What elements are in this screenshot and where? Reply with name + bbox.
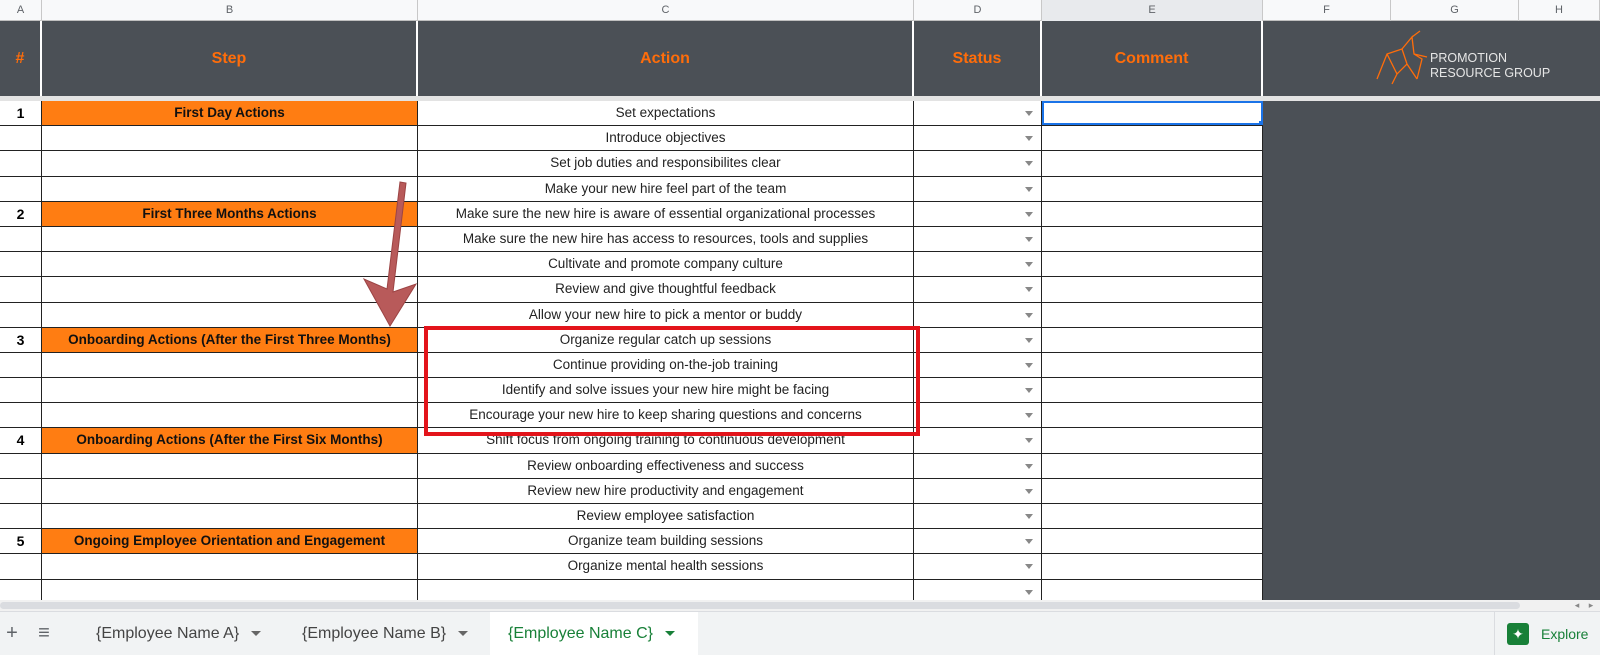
header-comment[interactable]: Comment bbox=[1042, 21, 1263, 96]
status-dropdown[interactable] bbox=[914, 177, 1042, 201]
action-cell[interactable]: Encourage your new hire to keep sharing questions and concerns bbox=[418, 403, 914, 427]
step-number-cell[interactable] bbox=[0, 252, 42, 276]
step-number-cell[interactable] bbox=[0, 177, 42, 201]
status-dropdown[interactable] bbox=[914, 554, 1042, 578]
comment-cell[interactable] bbox=[1042, 177, 1263, 201]
scroll-left-icon[interactable]: ◂ bbox=[1574, 600, 1580, 610]
step-cell[interactable]: First Three Months Actions bbox=[42, 202, 418, 226]
table-row bbox=[0, 177, 1263, 202]
comment-cell[interactable] bbox=[1042, 227, 1263, 251]
step-number-cell[interactable] bbox=[0, 504, 42, 528]
step-cell[interactable] bbox=[42, 454, 418, 478]
action-cell[interactable]: Identify and solve issues your new hire might be facing bbox=[418, 378, 914, 402]
step-number-cell[interactable] bbox=[0, 479, 42, 503]
comment-cell[interactable] bbox=[1042, 126, 1263, 150]
status-dropdown[interactable] bbox=[914, 378, 1042, 402]
dropdown-arrow-icon[interactable] bbox=[1025, 262, 1033, 267]
dropdown-arrow-icon[interactable] bbox=[1025, 136, 1033, 141]
comment-cell[interactable] bbox=[1042, 403, 1263, 427]
scroll-right-icon[interactable]: ▸ bbox=[1588, 600, 1594, 610]
step-cell[interactable] bbox=[42, 126, 418, 150]
comment-cell[interactable] bbox=[1042, 554, 1263, 578]
table-row bbox=[0, 277, 1263, 302]
column-header-c[interactable]: C bbox=[418, 0, 914, 21]
comment-cell[interactable] bbox=[1042, 529, 1263, 553]
status-dropdown[interactable] bbox=[914, 504, 1042, 528]
sheet-tab-bar bbox=[0, 611, 1600, 655]
status-dropdown[interactable] bbox=[914, 252, 1042, 276]
step-cell[interactable] bbox=[42, 353, 418, 377]
comment-cell[interactable] bbox=[1042, 378, 1263, 402]
dropdown-arrow-icon[interactable] bbox=[1025, 489, 1033, 494]
status-dropdown[interactable] bbox=[914, 151, 1042, 175]
step-number-cell[interactable] bbox=[0, 277, 42, 301]
sheet-tab-label: {Employee Name A} bbox=[96, 625, 240, 642]
step-number-cell[interactable] bbox=[0, 126, 42, 150]
step-cell[interactable] bbox=[42, 504, 418, 528]
step-number-cell[interactable]: 3 bbox=[0, 328, 42, 352]
status-dropdown[interactable] bbox=[914, 227, 1042, 251]
action-cell[interactable]: Organize team building sessions bbox=[418, 529, 914, 553]
highlight-box bbox=[424, 326, 920, 436]
column-header-a[interactable]: A bbox=[0, 0, 42, 21]
comment-cell[interactable] bbox=[1042, 202, 1263, 226]
action-cell[interactable]: Review employee satisfaction bbox=[418, 504, 914, 528]
action-cell[interactable]: Continue providing on-the-job training bbox=[418, 353, 914, 377]
action-cell[interactable]: Cultivate and promote company culture bbox=[418, 252, 914, 276]
sheet-tab-label: {Employee Name C} bbox=[508, 625, 653, 642]
table-header-band bbox=[0, 21, 1600, 96]
action-cell[interactable]: Make sure the new hire has access to resources, tools and supplies bbox=[418, 227, 914, 251]
comment-cell[interactable] bbox=[1042, 101, 1263, 125]
all-sheets-icon[interactable]: ≡ bbox=[38, 622, 50, 644]
column-header-g[interactable]: G bbox=[1391, 0, 1519, 21]
status-dropdown[interactable] bbox=[914, 277, 1042, 301]
action-cell[interactable]: Set job duties and responsibilites clear bbox=[418, 151, 914, 175]
table-row bbox=[0, 504, 1263, 529]
dropdown-arrow-icon[interactable] bbox=[1025, 363, 1033, 368]
column-header-d[interactable]: D bbox=[914, 0, 1042, 21]
dropdown-arrow-icon[interactable] bbox=[1025, 539, 1033, 544]
table-row bbox=[0, 479, 1263, 504]
status-dropdown[interactable] bbox=[914, 202, 1042, 226]
table-row bbox=[0, 252, 1263, 277]
comment-cell[interactable] bbox=[1042, 504, 1263, 528]
dropdown-arrow-icon[interactable] bbox=[1025, 111, 1033, 116]
comment-cell[interactable] bbox=[1042, 428, 1263, 452]
column-header-bar bbox=[0, 0, 1600, 21]
comment-cell[interactable] bbox=[1042, 454, 1263, 478]
status-dropdown[interactable] bbox=[914, 126, 1042, 150]
step-number-cell[interactable] bbox=[0, 554, 42, 578]
step-number-cell[interactable]: 4 bbox=[0, 428, 42, 452]
table-row bbox=[0, 126, 1263, 151]
step-number-cell[interactable] bbox=[0, 454, 42, 478]
scrollbar-thumb[interactable] bbox=[0, 602, 1520, 609]
explore-button[interactable] bbox=[1494, 612, 1600, 655]
comment-cell[interactable] bbox=[1042, 479, 1263, 503]
dropdown-arrow-icon[interactable] bbox=[1025, 464, 1033, 469]
add-sheet-icon[interactable]: + bbox=[6, 622, 18, 644]
table-row bbox=[0, 227, 1263, 252]
logo-line-1: PROMOTION bbox=[1430, 51, 1508, 65]
step-cell[interactable] bbox=[42, 479, 418, 503]
header-action[interactable]: Action bbox=[418, 21, 914, 96]
step-number-cell[interactable]: 2 bbox=[0, 202, 42, 226]
table-row bbox=[0, 101, 1263, 126]
status-dropdown[interactable] bbox=[914, 328, 1042, 352]
sheet-tab-employee-a[interactable] bbox=[78, 612, 279, 655]
comment-cell[interactable] bbox=[1042, 328, 1263, 352]
step-number-cell[interactable] bbox=[0, 303, 42, 327]
step-cell[interactable] bbox=[42, 151, 418, 175]
action-cell[interactable]: Make sure the new hire is aware of essential organizational processes bbox=[418, 202, 914, 226]
dropdown-arrow-icon[interactable] bbox=[1025, 212, 1033, 217]
status-dropdown[interactable] bbox=[914, 454, 1042, 478]
explore-label: Explore bbox=[1541, 626, 1589, 642]
status-dropdown[interactable] bbox=[914, 529, 1042, 553]
status-dropdown[interactable] bbox=[914, 353, 1042, 377]
dropdown-arrow-icon[interactable] bbox=[1025, 388, 1033, 393]
step-number-cell[interactable]: 5 bbox=[0, 529, 42, 553]
sheet-tab-employee-c[interactable] bbox=[490, 612, 698, 655]
header-status[interactable]: Status bbox=[914, 21, 1042, 96]
step-number-cell[interactable] bbox=[0, 378, 42, 402]
table-row bbox=[0, 151, 1263, 176]
header-num[interactable]: # bbox=[0, 21, 42, 96]
action-cell[interactable]: Review onboarding effectiveness and success bbox=[418, 454, 914, 478]
action-cell[interactable]: Organize regular catch up sessions bbox=[418, 328, 914, 352]
dropdown-arrow-icon[interactable] bbox=[1025, 313, 1033, 318]
action-cell[interactable]: Review and give thoughtful feedback bbox=[418, 277, 914, 301]
header-step[interactable]: Step bbox=[42, 21, 418, 96]
status-dropdown[interactable] bbox=[914, 428, 1042, 452]
dropdown-arrow-icon[interactable] bbox=[1025, 187, 1033, 192]
action-cell[interactable]: Review new hire productivity and engagement bbox=[418, 479, 914, 503]
action-cell[interactable]: Organize mental health sessions bbox=[418, 554, 914, 578]
sheet-tab-employee-b[interactable] bbox=[284, 612, 486, 655]
step-number-cell[interactable] bbox=[0, 403, 42, 427]
table-row bbox=[0, 529, 1263, 554]
dropdown-arrow-icon[interactable] bbox=[1025, 564, 1033, 569]
column-header-h[interactable]: H bbox=[1519, 0, 1600, 21]
annotation-arrow-icon bbox=[360, 180, 440, 330]
status-dropdown[interactable] bbox=[914, 479, 1042, 503]
action-cell[interactable]: Make your new hire feel part of the team bbox=[418, 177, 914, 201]
status-dropdown[interactable] bbox=[914, 101, 1042, 125]
step-cell[interactable]: First Day Actions bbox=[42, 101, 418, 125]
chevron-down-icon[interactable] bbox=[251, 631, 261, 636]
step-cell[interactable] bbox=[42, 403, 418, 427]
table-row bbox=[0, 202, 1263, 227]
column-header-f[interactable]: F bbox=[1263, 0, 1391, 21]
dropdown-arrow-icon[interactable] bbox=[1025, 338, 1033, 343]
column-header-b[interactable]: B bbox=[42, 0, 418, 21]
comment-cell[interactable] bbox=[1042, 252, 1263, 276]
dropdown-arrow-icon[interactable] bbox=[1025, 438, 1033, 443]
dropdown-arrow-icon[interactable] bbox=[1025, 413, 1033, 418]
action-cell[interactable]: Shift focus from ongoing training to continuous development bbox=[418, 428, 914, 452]
step-number-cell[interactable] bbox=[0, 227, 42, 251]
action-cell[interactable]: Introduce objectives bbox=[418, 126, 914, 150]
dropdown-arrow-icon[interactable] bbox=[1025, 514, 1033, 519]
comment-cell[interactable] bbox=[1042, 151, 1263, 175]
step-cell[interactable]: Onboarding Actions (After the First Six Months) bbox=[42, 428, 418, 452]
chevron-down-icon[interactable] bbox=[665, 631, 675, 636]
status-dropdown[interactable] bbox=[914, 403, 1042, 427]
action-cell[interactable]: Set expectations bbox=[418, 101, 914, 125]
comment-cell[interactable] bbox=[1042, 303, 1263, 327]
action-cell[interactable]: Allow your new hire to pick a mentor or buddy bbox=[418, 303, 914, 327]
comment-cell[interactable] bbox=[1042, 277, 1263, 301]
horizontal-scrollbar[interactable] bbox=[0, 600, 1600, 611]
step-number-cell[interactable] bbox=[0, 151, 42, 175]
step-number-cell[interactable] bbox=[0, 353, 42, 377]
dropdown-arrow-icon[interactable] bbox=[1025, 287, 1033, 292]
chevron-down-icon[interactable] bbox=[458, 631, 468, 636]
step-cell[interactable]: Ongoing Employee Orientation and Engagement bbox=[42, 529, 418, 553]
status-dropdown[interactable] bbox=[914, 303, 1042, 327]
dropdown-arrow-icon[interactable] bbox=[1025, 161, 1033, 166]
step-number-cell[interactable]: 1 bbox=[0, 101, 42, 125]
table-row bbox=[0, 454, 1263, 479]
step-cell[interactable] bbox=[42, 378, 418, 402]
step-cell[interactable] bbox=[42, 554, 418, 578]
dropdown-arrow-icon[interactable] bbox=[1025, 590, 1033, 595]
right-gray-panel bbox=[1263, 101, 1600, 601]
dropdown-arrow-icon[interactable] bbox=[1025, 237, 1033, 242]
column-header-e[interactable]: E bbox=[1042, 0, 1263, 21]
table-row bbox=[0, 554, 1263, 579]
sheet-tab-label: {Employee Name B} bbox=[302, 625, 447, 642]
step-cell[interactable]: Onboarding Actions (After the First Three Months) bbox=[42, 328, 418, 352]
logo-line-2: RESOURCE GROUP bbox=[1430, 66, 1551, 80]
table-row bbox=[0, 303, 1263, 328]
logo-text bbox=[1430, 51, 1550, 81]
explore-icon bbox=[1507, 623, 1529, 645]
comment-cell[interactable] bbox=[1042, 353, 1263, 377]
